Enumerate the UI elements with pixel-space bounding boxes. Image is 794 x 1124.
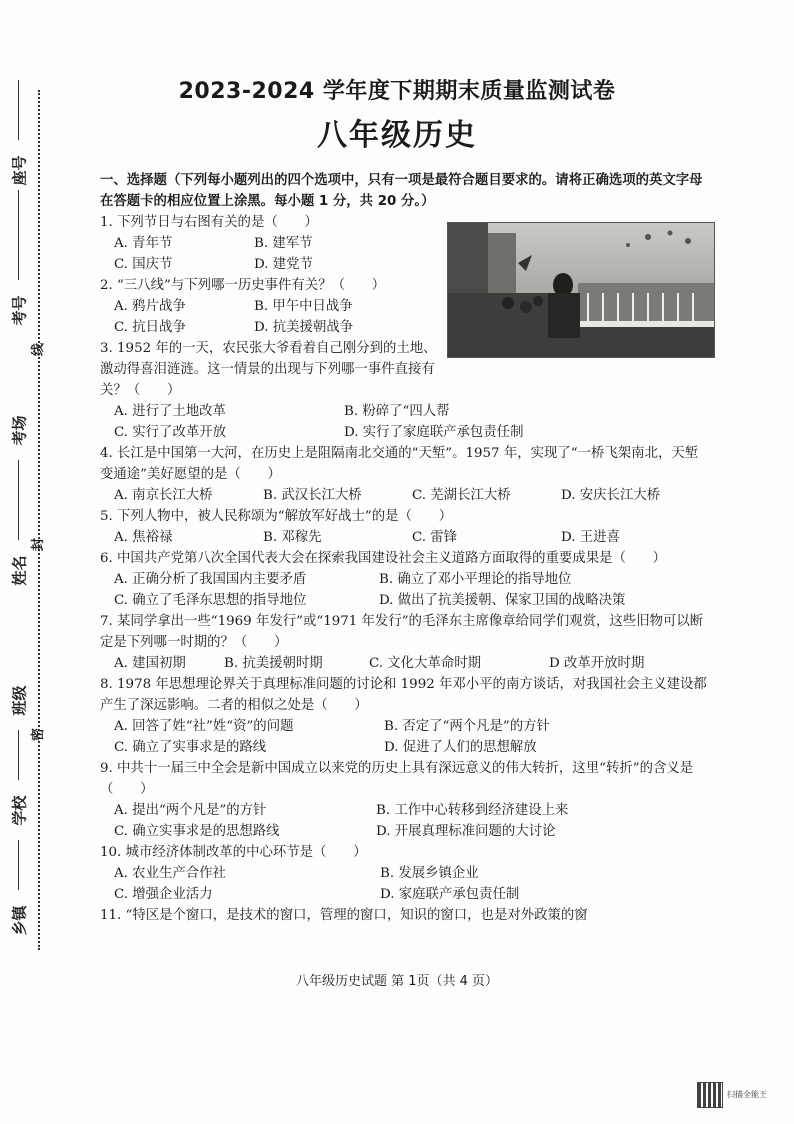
question-6	[100, 548, 710, 611]
question-stem: 11. “特区是个窗口，是技术的窗口，管理的窗口，知识的窗口，也是对外政策的窗	[100, 908, 588, 923]
cut-mark-seal: 封	[31, 537, 47, 552]
option-a: A. 鸦片战争	[114, 299, 186, 314]
option-d: D. 家庭联产承包责任制	[380, 887, 520, 902]
option-c: C. 芜湖长江大桥	[412, 488, 511, 503]
option-b: B. 粉碎了“四人帮	[344, 404, 450, 419]
qr-code-icon	[697, 1082, 723, 1108]
option-a: A. 焦裕禄	[114, 530, 173, 545]
exam-room-label: 考场	[10, 415, 29, 446]
page-footer: 八年级历史试题 第 1页（共 4 页）	[295, 974, 499, 989]
option-b: B. 工作中心转移到经济建设上来	[376, 803, 569, 818]
option-b: B. 抗美援朝时期	[224, 656, 323, 671]
name-label: 姓名	[10, 555, 29, 586]
option-a: A. 进行了土地改革	[114, 404, 226, 419]
class-label: 班级	[10, 685, 29, 716]
option-a: A. 提出“两个凡是”的方针	[114, 803, 267, 818]
option-d: D. 做出了抗美援朝、保家卫国的战略决策	[379, 593, 626, 608]
township-blank	[18, 840, 19, 890]
option-c: C. 确立了毛泽东思想的指导地位	[114, 593, 307, 608]
scanner-watermark	[697, 1080, 787, 1110]
option-c: C. 确立了实事求是的路线	[114, 740, 267, 755]
question-11	[100, 905, 710, 926]
question-stem: 5. 下列人物中，被人民称颂为“解放军好战士”的是（ ）	[100, 509, 453, 524]
question-5	[100, 506, 710, 548]
question-stem: 3. 1952 年的一天，农民张大爷看着自己刚分到的土地、激动得喜泪涟涟。这一情景的出现与下列哪一事件直接有关？（ ）	[100, 341, 437, 398]
option-a: A. 农业生产合作社	[114, 866, 226, 881]
question-stem: 1. 下列节日与右图有关的是（ ）	[100, 215, 318, 230]
option-c: C. 增强企业活力	[114, 887, 213, 902]
option-d: D. 开展真理标准问题的大讨论	[376, 824, 556, 839]
exam-number-label: 考号	[10, 295, 29, 326]
option-b: B. 武汉长江大桥	[263, 488, 362, 503]
option-c: C. 国庆节	[114, 257, 173, 272]
question-stem: 7. 某同学拿出一些“1969 年发行”或“1971 年发行”的毛泽东主席像章给同学们观赏，这些旧物可以断定是下列哪一时期的？（ ）	[100, 614, 704, 650]
option-a: A. 建国初期	[114, 656, 186, 671]
question-stem: 2. “三八线”与下列哪一历史事件有关？（ ）	[100, 278, 386, 293]
question-10	[100, 842, 710, 905]
option-d: D. 抗美援朝战争	[254, 320, 354, 335]
name-blank	[18, 460, 19, 540]
question-stem: 9. 中共十一届三中全会是新中国成立以来党的历史上具有深远意义的伟大转折，这里“转折”的含义是（ ）	[100, 761, 694, 797]
question-7	[100, 611, 710, 674]
option-a: A. 青年节	[114, 236, 173, 251]
option-c: C. 抗日战争	[114, 320, 186, 335]
scanner-app-name: 扫描全能王	[727, 1090, 767, 1099]
cut-mark-secret: 密	[31, 727, 47, 742]
option-b: B. 邓稼先	[263, 530, 322, 545]
cut-line	[38, 90, 40, 950]
option-b: B. 否定了“两个凡是”的方针	[384, 719, 550, 734]
school-blank	[18, 730, 19, 780]
option-a: A. 回答了姓“社”姓“资”的问题	[114, 719, 294, 734]
option-b: B. 确立了邓小平理论的指导地位	[379, 572, 572, 587]
option-d: D. 建党节	[254, 257, 313, 272]
exam-title: 2023-2024 学年度下期期末质量监测试卷	[178, 79, 616, 104]
question-3	[100, 338, 710, 443]
option-c: C. 雷锋	[412, 530, 458, 545]
question-1	[100, 212, 710, 275]
option-d: D. 促进了人们的思想解放	[384, 740, 537, 755]
option-a: A. 南京长江大桥	[114, 488, 213, 503]
option-b: B. 甲午中日战争	[254, 299, 353, 314]
option-d: D. 安庆长江大桥	[561, 488, 661, 503]
exam-number-blank	[18, 190, 19, 280]
question-stem: 10. 城市经济体制改革的中心环节是（ ）	[100, 845, 367, 860]
question-area	[100, 170, 710, 926]
option-d: D 改革开放时期	[549, 656, 645, 671]
option-a: A. 正确分析了我国国内主要矛盾	[114, 572, 307, 587]
option-b: B. 建军节	[254, 236, 313, 251]
section-heading: 一、选择题（下列每小题列出的四个选项中，只有一项是最符合题目要求的。请将正确选项的英文字母在答题卡的相应位置上涂黑。每小题 1 分，共 20 分。）	[100, 173, 703, 209]
question-4	[100, 443, 710, 506]
subject-title: 八年级历史	[317, 118, 477, 153]
option-d: D. 实行了家庭联产承包责任制	[344, 425, 524, 440]
question-stem: 8. 1978 年思想理论界关于真理标准问题的讨论和 1992 年邓小平的南方谈话，对我国社会主义建设都产生了深远影响。二者的相似之处是（ ）	[100, 677, 707, 713]
option-c: C. 文化大革命时期	[369, 656, 482, 671]
option-c: C. 确立实事求是的思想路线	[114, 824, 280, 839]
question-stem: 6. 中国共产党第八次全国代表大会在探索我国建设社会主义道路方面取得的重要成果是（ ）	[100, 551, 667, 566]
seat-number-label: 座号	[10, 155, 29, 186]
question-8	[100, 674, 710, 758]
question-9	[100, 758, 710, 842]
question-stem: 4. 长江是中国第一大河，在历史上是阻隔南北交通的“天堑”。1957 年，实现了“一桥飞架南北，天堑变通途”美好愿望的是（ ）	[100, 446, 699, 482]
option-d: D. 王进喜	[561, 530, 620, 545]
cut-mark-line: 线	[31, 342, 47, 357]
option-b: B. 发展乡镇企业	[380, 866, 479, 881]
township-label: 乡镇	[10, 905, 29, 936]
school-label: 学校	[10, 795, 29, 826]
option-c: C. 实行了改革开放	[114, 425, 227, 440]
question-2	[100, 275, 710, 338]
